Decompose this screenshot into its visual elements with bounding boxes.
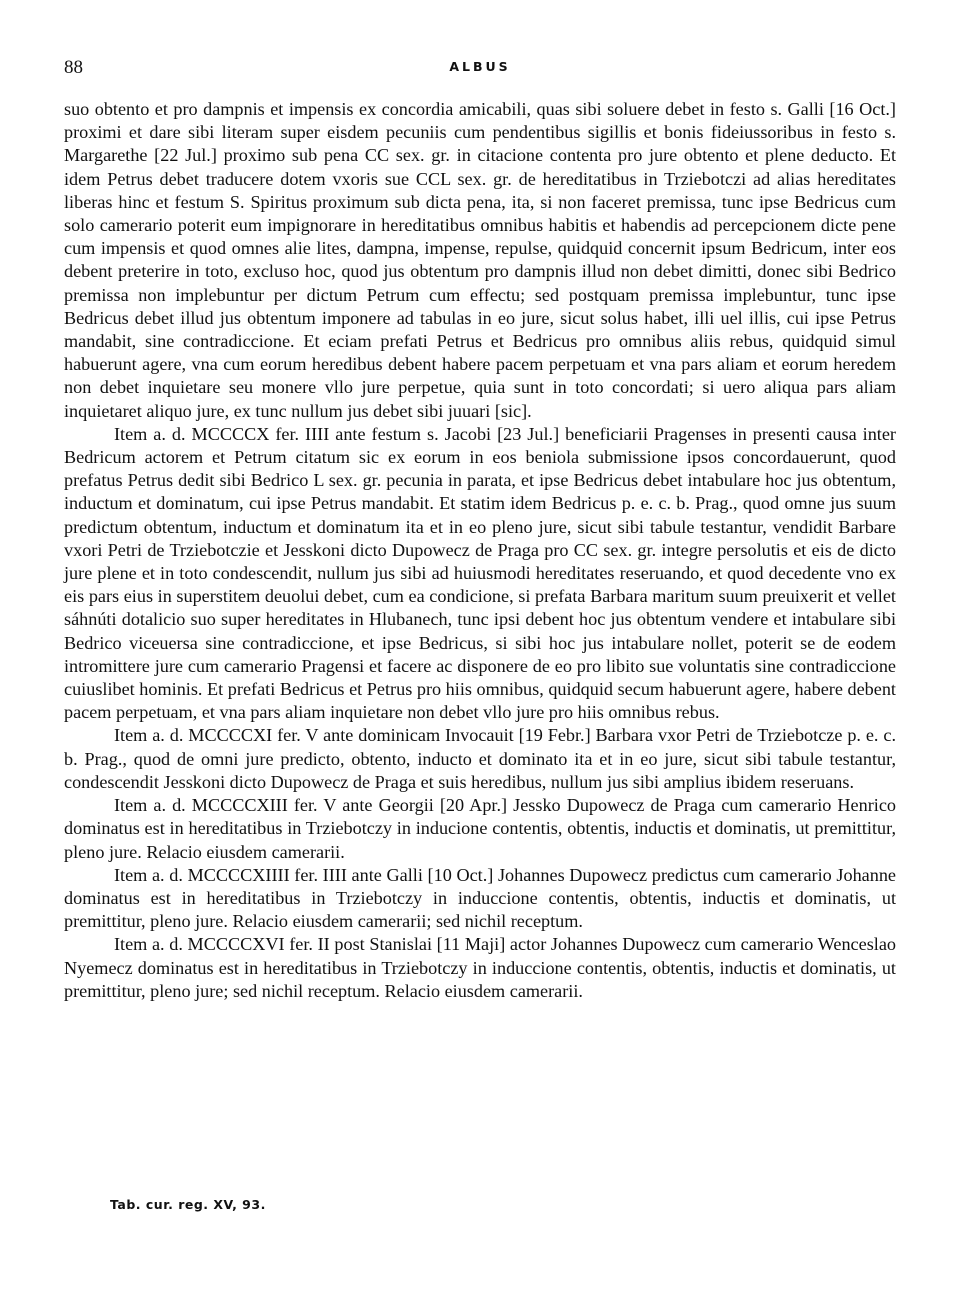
document-body xyxy=(64,98,896,1003)
paragraph-item-1414: Item a. d. MCCCCXIIII fer. IIII ante Galli [10 Oct.] Johannes Dupowecz predictus cum camerario Johanne dominatus est in hereditatibus in Trziebotczy in induccione contentis, obtentis, inductis et dominatis, ut premittitur, pleno jure. Relacio eiusdem camerarii; sed nichil receptum. xyxy=(64,864,896,932)
paragraph-item-1416: Item a. d. MCCCCXVI fer. II post Stanislai [11 Maji] actor Johannes Dupowecz cum camerario Wenceslao Nyemecz dominatus est in hereditatibus in Trziebotczy in induccione contentis, obtentis, inductis et dominatis, ut premittitur, pleno jure; sed nichil receptum. Relacio eiusdem camerarii. xyxy=(64,934,896,1001)
running-title: ALBUS xyxy=(449,59,511,74)
paragraph-item-1413: Item a. d. MCCCCXIII fer. V ante Georgii [20 Apr.] Jessko Dupowecz de Praga cum camerario Henrico dominatus est in hereditatibus in Trziebotczy in inducione contentis, obtentis, inductis et dominatis, ut premittitur, pleno jure. Relacio eiusdem camerarii. xyxy=(64,795,896,862)
paragraph-item-1410: Item a. d. MCCCCX fer. IIII ante festum s. Jacobi [23 Jul.] beneficiarii Pragenses in presenti causa inter Bedricum actorem et Petrum citatum sic ex eorum in eos beniola submissione ipsos concordauerunt, quod prefatus Petrus dedit sibi Bedrico L sex. gr. pecunia in parata, et ipse Bedricus debet intabulare hoc jus obtentum, inductum et dominatum, cui ipse Petrus mandabit. Et statim idem Bedricus p. e. c. b. Prag., quod omne jus suum predictum obtentum, inductum et dominatum ita et in eo pleno jure, sicut sibi tabule testantur, vendidit Barbare vxori Petri de Trziebotczie et Jesskoni dicto Dupowecz de Praga pro CC sex. gr. integre persolutis et eis de dicto jure plene et in toto condescendit, nullum jus sibi ad huiusmodi hereditates reseruando, et quod decedente vno ex eis pars eius in superstitem deuolui debet, cum ea condicione, si prefata Barbara maritum suum preuixerit et vellet sáhnúti dotalicio suo super hereditates in Hlubanech, tunc ipsi debent hoc jus obtentum vendere et intabulare sibi Bedrico viceuersa sine contradiccione, et ipse Bedricus, si sibi hoc jus intabulare nollet, poterit se de eodem intromittere jure cum camerario Pragensi et facere ac disponere de eo pro libito sue voluntatis sine contradiccione cuiuslibet hominis. Et prefati Bedricus et Petrus pro hiis omnibus, quidquid secum habuerunt agere, habere debent pacem perpetuam, et vna pars aliam inquietare non debet vllo jure pro hiis omnibus rebus. xyxy=(64,423,896,723)
page-header xyxy=(64,57,896,81)
paragraph-continuation: suo obtento et pro dampnis et impensis ex concordia amicabili, quas sibi soluere debet in festo s. Galli [16 Oct.] proximi et dare sibi literam super eisdem pecuniis cum pendentibus sigillis et bonis fideiussoribus in festo s. Margarethe [22 Jul.] proximo sub pena CC sex. gr. in citacione contenta pro jure obtento et plene deducto. Et idem Petrus debet traducere dotem vxoris sue CCL sex. gr. de hereditatibus in Trziebotczi ad alias hereditates liberas hinc et festum S. Spiritus proximum sub dicta pena, ita, si non faceret premissa, tunc ipse Bedricus cum solo camerario poterit eum impignorare in hereditatibus omnibus habitis et habendis ad percepcionem dicte pene cum impensis et quod omnes alie lites, dampna, impense, repulse, quidquid concernit ipsum Bedricum, inter eos debent preterire in toto, excluso hoc, quod jus obtentum pro dampnis illud non debet dimitti, donec sibi Bedrico premissa non implebuntur per dictum Petrum cum effectu; sed postquam premissa implebuntur, tunc ipse Bedricus debet illud jus obtentum imponere ad tabulas in eo jure, sicut solus habet, illi uel illis, cui ipse Petrus mandabit, sine contradiccione. Et eciam prefati Petrus et Bedricus pro omnibus aliis rebus, quidquid simul habuerunt agere, vna cum eorum heredibus debent habere pacem perpetuam et vna pars aliam et eorum heredem non debet inquietare seu monere vllo jure perpetue, quia sunt in toto concordati; si uero aliqua pars aliam inquietaret aliquo jure, ex tunc nullum jus debet sibi juuari [sic]. xyxy=(64,99,896,421)
page-number: 88 xyxy=(64,57,83,78)
source-citation: Tab. cur. reg. XV, 93. xyxy=(110,1197,266,1212)
paragraph-item-1411: Item a. d. MCCCCXI fer. V ante dominicam Invocauit [19 Febr.] Barbara vxor Petri de Trziebotcze p. e. c. b. Prag., quod de omni jure predicto, obtento, inducto et dominato ita et in eo jure, sicut sibi tabule testantur, condescendit Jesskoni dicto Dupowecz de Praga et suis heredibus, nullum jus sibi amplius ibidem reseruans. xyxy=(64,725,896,792)
